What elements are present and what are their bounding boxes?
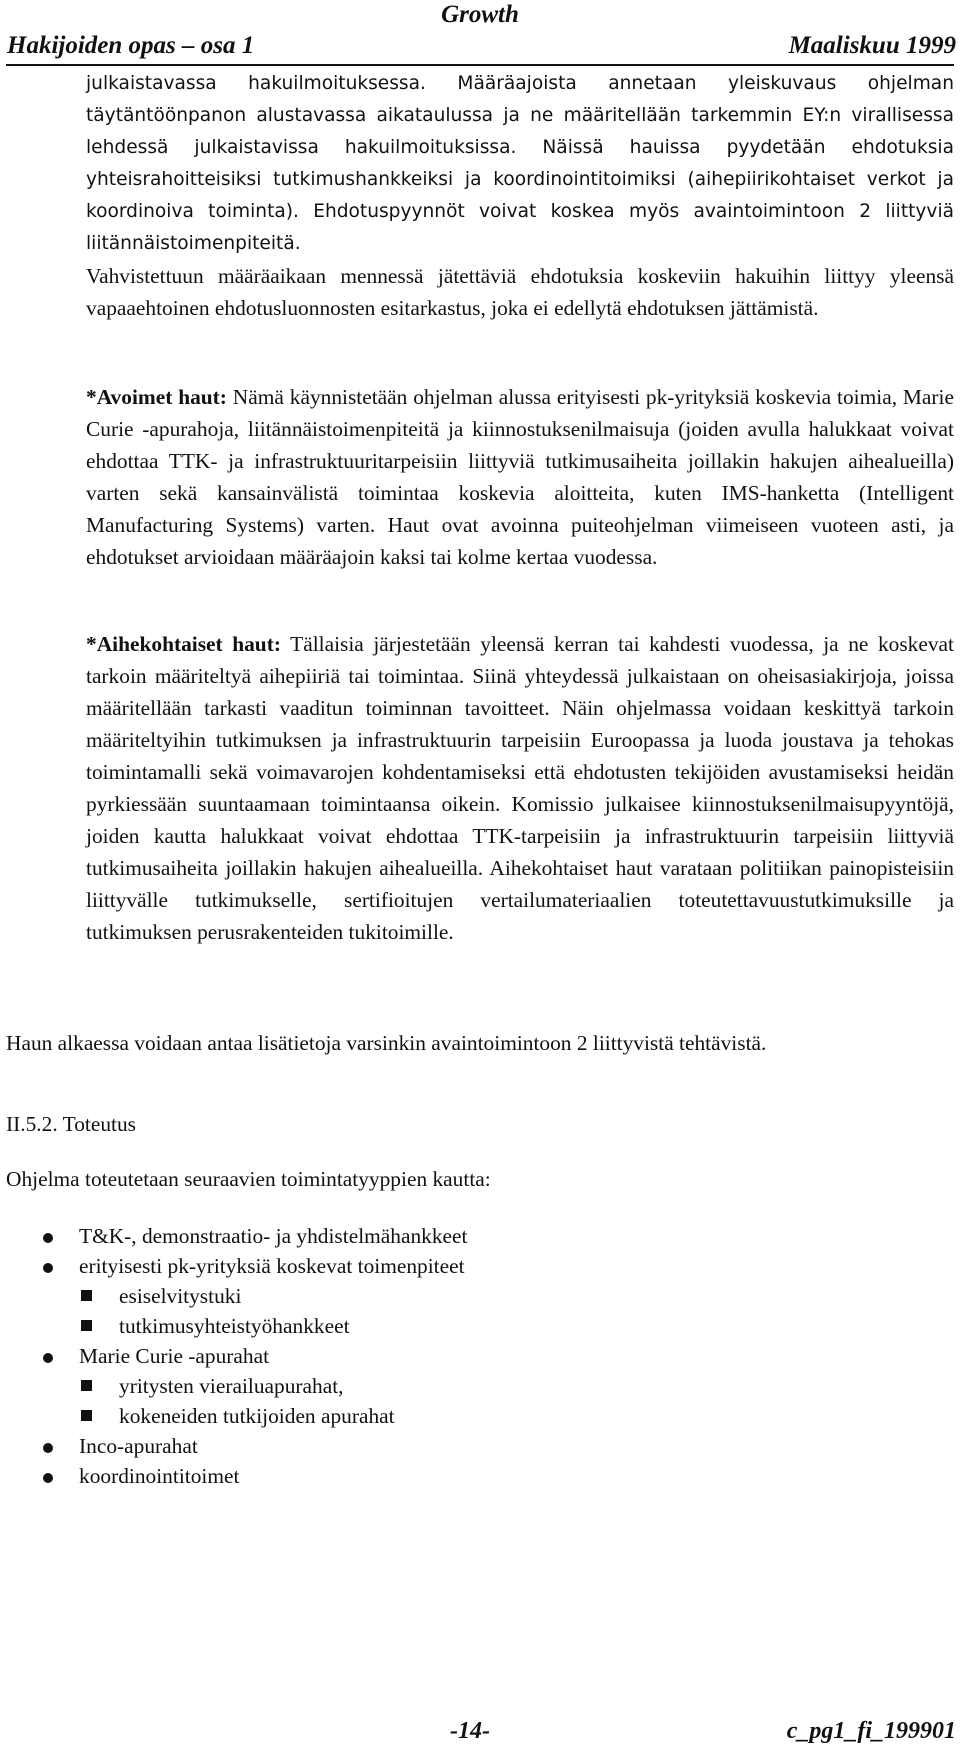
sub-list-item: yritysten vierailuapurahat,	[119, 1371, 939, 1401]
paragraph-thematic-calls	[86, 628, 954, 948]
paragraph-deadlines: julkaistavassa hakuilmoituksessa. Määräajoista annetaan yleiskuvaus ohjelman täytäntöönpanon alustavassa aikataulussa ja ne määritellään tarkemmin EY:n virallisessa lehdessä julkaistavissa hakuilmoituksissa. Näissä hauissa pyydetään ehdotuksia yhteisrahoitteisiksi tutkimushankkeiksi ja koordinointitoimiksi (aihepiirikohtaiset verkot ja koordinoiva toiminta). Ehdotuspyynnöt voivat koskea myös avaintoimintoon 2 liittyviä liitännäistoimenpiteitä.	[86, 73, 954, 254]
header-title: Growth	[441, 1, 519, 28]
sub-list	[79, 1371, 939, 1431]
bullet-dot	[43, 1233, 53, 1243]
section-heading: II.5.2. Toteutus	[6, 1112, 137, 1136]
bullet-square	[81, 1290, 92, 1301]
header-right: Maaliskuu 1999	[788, 32, 956, 59]
open-calls-lead: *Avoimet haut:	[86, 385, 227, 409]
sub-list-item: tutkimusyhteistyöhankkeet	[119, 1311, 939, 1341]
list-item: Inco-apurahat	[79, 1431, 939, 1461]
bullet-dot	[43, 1443, 53, 1453]
list-item: T&K-, demonstraatio- ja yhdistelmähankkeet	[79, 1221, 939, 1251]
list-item: koordinointitoimet	[79, 1461, 939, 1491]
thematic-calls-block	[86, 628, 954, 948]
thematic-calls-lead: *Aihekohtaiset haut:	[86, 632, 281, 656]
sub-list-item: kokeneiden tutkijoiden apurahat	[119, 1401, 939, 1431]
more-info-block	[6, 1027, 954, 1059]
open-calls-text: Nämä käynnistetään ohjelman alussa erityisesti pk-yrityksiä koskevia toimia, Marie Curie -apurahoja, liitännäistoimenpiteitä ja kiinnostuksenilmaisuja (joiden avulla halukkaat voivat ehdottaa TTK- ja infrastruktuuritarpeisiin liittyviä tutkimusaiheita joillakin hakujen aihealueilla) varten sekä kansainvälistä toimintaa koskevia aloitteita, kuten IMS-hanketta (Intelligent Manufacturing Systems) varten. Haut ovat avoinna puiteohjelman viimeiseen vuoteen asti, ja ehdotukset arvioidaan määräajoin kaksi tai kolme kertaa vuodessa.	[86, 385, 954, 569]
bullet-dot	[43, 1353, 53, 1363]
continuation-block	[86, 68, 954, 324]
paragraph-pre-screening: Vahvistettuun määräaikaan mennessä jätettäviä ehdotuksia koskeviin hakuihin liittyy yleensä vapaaehtoinen ehdotusluonnosten esitarkastus, joka ei edellytä ehdotuksen jättämistä.	[86, 264, 954, 320]
list-item: erityisesti pk-yrityksiä koskevat toimenpiteet esiselvitystuki tutkimusyhteistyöhankkeet	[79, 1251, 939, 1341]
thematic-calls-text: Tällaisia järjestetään yleensä kerran tai kahdesti vuodessa, ja ne koskevat tarkoin määriteltyä aihepiiriä tai toimintaa. Siinä yhteydessä julkaistaan on oheisasiakirjoja, joissa määritellään tarkasti vaaditun toiminnan tavoitteet. Näin ohjelmassa voidaan keskittyä tarkoin määriteltyihin tutkimuksen ja infrastruktuurin tarpeisiin Euroopassa ja luoda joustava ja tehokas toimintamalli sekä voimavarojen kohdentamiseksi että ehdotusten tekijöiden avustamiseksi heidän pyrkiessään suuntaamaan toimintaansa oikein. Komissio julkaisee kiinnostuksenilmaisupyyntöjä, joiden kautta halukkaat voivat ehdottaa TTK-tarpeisiin ja infrastruktuurin tarpeisiin liittyviä tutkimusaiheita joillakin hakujen aihealueilla. Aihekohtaiset haut varataan politiikan painopisteisiin liittyvälle tutkimukselle, sertifioitujen vertailumateriaalien toteutettavuustutkimuksille ja tutkimuksen perusrakenteiden tukitoimille.	[86, 632, 954, 944]
sub-list-item: esiselvitystuki	[119, 1281, 939, 1311]
sub-list	[79, 1281, 939, 1341]
bullet-square	[81, 1320, 92, 1331]
bullet-square	[81, 1410, 92, 1421]
list-item: Marie Curie -apurahat yritysten vierailuapurahat, kokeneiden tutkijoiden apurahat	[79, 1341, 939, 1431]
open-calls-block	[86, 381, 954, 573]
implementation-intro: Ohjelma toteutetaan seuraavien toimintatyyppien kautta:	[6, 1167, 491, 1191]
paragraph-open-calls	[86, 381, 954, 573]
implementation-list	[79, 1221, 939, 1491]
bullet-dot	[43, 1263, 53, 1273]
header-rule	[6, 64, 954, 66]
bullet-square	[81, 1380, 92, 1391]
footer-doc-code: c_pg1_fi_199901	[786, 1718, 956, 1744]
paragraph-more-info: Haun alkaessa voidaan antaa lisätietoja varsinkin avaintoimintoon 2 liittyvistä tehtävistä.	[6, 1031, 767, 1055]
header-left: Hakijoiden opas – osa 1	[7, 32, 255, 59]
footer-page-number: -14-	[450, 1718, 490, 1744]
implementation-list-block	[79, 1221, 939, 1491]
bullet-dot	[43, 1473, 53, 1483]
